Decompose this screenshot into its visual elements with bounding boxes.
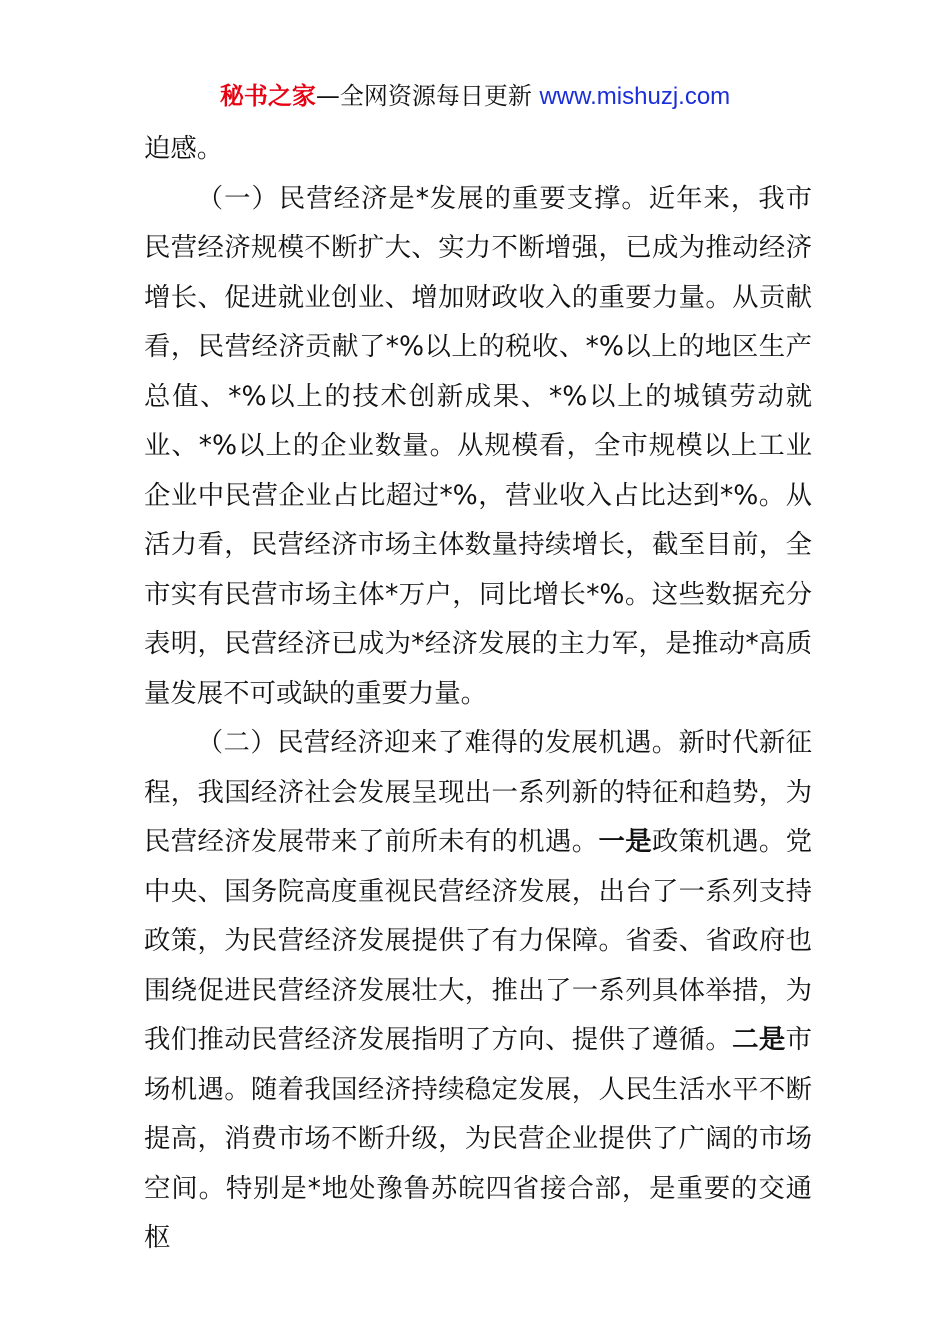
site-header	[0, 80, 950, 113]
site-url-link[interactable]: www.mishuzj.com	[539, 83, 731, 110]
emphasis-label: 一是	[598, 826, 652, 857]
text-segment: （二）民营经济迎来了难得的发展机遇。新时代新征程，我国经济社会发展呈现出一系列新的特征和趋势，为民营经济发展带来了前所未有的机遇。	[144, 727, 812, 857]
paragraph	[144, 718, 812, 1263]
text-segment: 政策机遇。党中央、国务院高度重视民营经济发展，出台了一系列支持政策，为民营经济发展提供了有力保障。省委、省政府也围绕促进民营经济发展壮大，推出了一系列具体举措，为我们推动民营经济发展指明了方向、提供了遵循。	[144, 826, 813, 1055]
site-tagline: —全网资源每日更新	[315, 82, 540, 110]
text-segment: （一）民营经济是*发展的重要支撑。近年来，我市民营经济规模不断扩大、实力不断增强，已成为推动经济增长、促进就业创业、增加财政收入的重要力量。从贡献看，民营经济贡献了*%以上的税收、*%以上的地区生产总值、*%以上的技术创新成果、*%以上的城镇劳动就业、*%以上的企业数量。从规模看，全市规模以上工业企业中民营企业占比超过*%，营业收入占比达到*%。从活力看，民营经济市场主体数量持续增长，截至目前，全市实有民营市场主体*万户，同比增长*%。这些数据充分表明，民营经济已成为*经济发展的主力军，是推动*高质量发展不可或缺的重要力量。	[144, 182, 812, 709]
text-segment: 迫感。	[144, 133, 224, 164]
document-body	[144, 124, 812, 1263]
paragraph	[144, 174, 812, 719]
emphasis-label: 二是	[732, 1024, 786, 1055]
site-brand: 秘书之家	[219, 82, 316, 110]
paragraph	[144, 124, 812, 174]
text-segment: 市场机遇。随着我国经济持续稳定发展，人民生活水平不断提高，消费市场不断升级，为民营企业提供了广阔的市场空间。特别是*地处豫鲁苏皖四省接合部，是重要的交通枢	[144, 1024, 812, 1253]
